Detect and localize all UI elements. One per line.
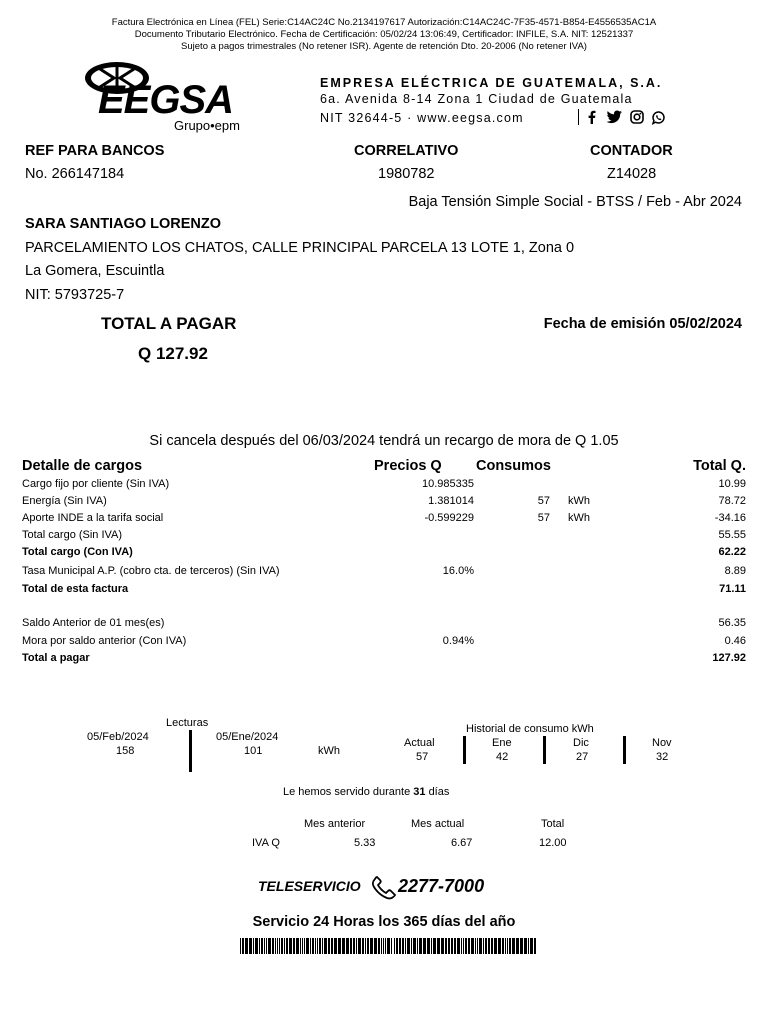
charge-unit: kWh <box>568 495 590 507</box>
total-label: TOTAL A PAGAR <box>101 314 237 333</box>
charge-total: -34.16 <box>714 512 746 524</box>
company-nit-web: NIT 32644-5 · www.eegsa.com <box>320 111 524 125</box>
iva-header-total: Total <box>541 818 565 830</box>
charge-row <box>22 565 748 581</box>
charge-row <box>22 583 748 599</box>
contador-value: Z14028 <box>607 166 657 182</box>
charge-row <box>22 495 748 511</box>
charge-unit: kWh <box>568 512 590 524</box>
history-value-1: 42 <box>496 751 509 763</box>
customer-city: La Gomera, Escuintla <box>25 263 165 279</box>
readings-divider <box>189 730 192 772</box>
charge-row <box>22 529 748 545</box>
charge-label: Total a pagar <box>22 652 90 664</box>
reading-unit: kWh <box>318 745 340 757</box>
header-price: Precios Q <box>374 458 442 474</box>
charge-total: 71.11 <box>719 583 746 595</box>
charge-label: Total cargo (Sin IVA) <box>22 529 123 541</box>
charges-table <box>22 458 748 678</box>
charge-total: 8.89 <box>724 565 746 577</box>
charge-label: Mora por saldo anterior (Con IVA) <box>22 635 187 647</box>
total-amount: Q 127.92 <box>138 344 208 363</box>
history-value-0: 57 <box>416 751 429 763</box>
service-days-count: 31 <box>413 786 426 798</box>
logo-wordmark: EEGSA <box>98 78 234 122</box>
correlativo-value: 1980782 <box>378 166 435 182</box>
reading-date-current: 05/Feb/2024 <box>87 731 149 743</box>
history-title: Historial de consumo kWh <box>466 723 594 735</box>
fel-line-1: Factura Electrónica en Línea (FEL) Serie:C14AC24C No.2134197617 Autorización:C14AC24C-7F35-4571-B854-E4556535AC1A <box>111 17 657 28</box>
charge-label: Total de esta factura <box>22 583 129 595</box>
facebook-icon[interactable] <box>586 110 598 124</box>
history-label-2: Dic <box>573 737 589 749</box>
logo-group: Grupo•epm <box>174 118 240 133</box>
charge-label: Total cargo (Con IVA) <box>22 546 133 558</box>
iva-row-label: IVA Q <box>252 837 280 849</box>
teleservicio-phone[interactable]: 2277-7000 <box>398 876 485 896</box>
history-value-2: 27 <box>576 751 589 763</box>
charge-price: 1.381014 <box>428 495 474 507</box>
iva-current-value: 6.67 <box>451 837 473 849</box>
charge-label: Energía (Sin IVA) <box>22 495 107 507</box>
whatsapp-icon[interactable] <box>651 110 666 125</box>
service-tagline: Servicio 24 Horas los 365 días del año <box>252 914 516 930</box>
ref-value: No. 266147184 <box>25 166 125 182</box>
charge-price: -0.599229 <box>424 512 474 524</box>
company-address: 6a. Avenida 8-14 Zona 1 Ciudad de Guatemala <box>320 92 633 106</box>
charge-total: 62.22 <box>718 546 746 558</box>
header-total: Total Q. <box>693 458 746 474</box>
service-days-prefix: Le hemos servido durante <box>283 786 411 798</box>
twitter-icon[interactable] <box>605 110 623 124</box>
charges-header <box>22 458 748 478</box>
fel-line-3: Sujeto a pagos trimestrales (No retener ISR). Agente de retención Dto. 20-2006 (No retener IVA) <box>181 41 587 52</box>
fel-line-2: Documento Tributario Electrónico. Fecha de Certificación: 05/02/24 13:06:49, Certificador: INFILE, S.A. NIT: 12521337 <box>134 29 634 40</box>
reading-value-current: 158 <box>116 745 135 757</box>
service-days <box>283 786 449 798</box>
charge-price: 10.985335 <box>422 478 474 490</box>
history-label-1: Ene <box>492 737 512 749</box>
emission-date: Fecha de emisión 05/02/2024 <box>543 316 742 332</box>
charge-row <box>22 617 748 633</box>
reading-date-previous: 05/Ene/2024 <box>216 731 279 743</box>
charge-label: Cargo fijo por cliente (Sin IVA) <box>22 478 170 490</box>
correlativo-label: CORRELATIVO <box>354 143 459 159</box>
customer-name: SARA SANTIAGO LORENZO <box>25 216 222 232</box>
charge-total: 0.46 <box>724 635 746 647</box>
reading-value-previous: 101 <box>244 745 263 757</box>
charge-label: Tasa Municipal A.P. (cobro cta. de terceros) (Sin IVA) <box>22 565 280 577</box>
service-days-suffix: días <box>428 786 450 798</box>
history-label-3: Nov <box>652 737 672 749</box>
charge-row <box>22 478 748 494</box>
charge-total: 78.72 <box>718 495 746 507</box>
customer-address: PARCELAMIENTO LOS CHATOS, CALLE PRINCIPAL PARCELA 13 LOTE 1, Zona 0 <box>25 240 575 256</box>
charge-label: Saldo Anterior de 01 mes(es) <box>22 617 165 629</box>
eegsa-logo <box>82 58 257 136</box>
phone-icon <box>370 876 398 900</box>
charge-label: Aporte INDE a la tarifa social <box>22 512 164 524</box>
iva-header-current: Mes actual <box>411 818 465 830</box>
iva-header-previous: Mes anterior <box>304 818 366 830</box>
teleservicio-label: TELESERVICIO <box>258 878 361 894</box>
barcode <box>240 938 536 954</box>
charge-consumption: 57 <box>537 512 550 524</box>
charge-consumption: 57 <box>537 495 550 507</box>
charge-total: 127.92 <box>712 652 746 664</box>
charge-row <box>22 635 748 651</box>
header-consumption: Consumos <box>476 458 551 474</box>
social-icons <box>578 109 666 125</box>
charge-row <box>22 652 748 668</box>
readings-title: Lecturas <box>166 717 209 729</box>
ref-label: REF PARA BANCOS <box>25 143 165 159</box>
iva-previous-value: 5.33 <box>354 837 376 849</box>
iva-total-value: 12.00 <box>539 837 567 849</box>
customer-nit: NIT: 5793725-7 <box>25 287 125 303</box>
instagram-icon[interactable] <box>630 110 644 124</box>
history-divider-3 <box>623 736 626 764</box>
charge-price: 0.94% <box>442 635 474 647</box>
tariff-period: Baja Tensión Simple Social - BTSS / Feb - Abr 2024 <box>408 194 742 210</box>
history-divider-2 <box>543 736 546 764</box>
charge-total: 55.55 <box>718 529 746 541</box>
charge-total: 10.99 <box>718 478 746 490</box>
charge-row <box>22 512 748 528</box>
header-label: Detalle de cargos <box>22 458 143 474</box>
charge-row <box>22 546 748 562</box>
company-name: EMPRESA ELÉCTRICA DE GUATEMALA, S.A. <box>320 76 663 90</box>
charge-price: 16.0% <box>442 565 474 577</box>
history-divider-1 <box>463 736 466 764</box>
history-value-3: 32 <box>656 751 669 763</box>
charge-total: 56.35 <box>718 617 746 629</box>
history-label-0: Actual <box>404 737 435 749</box>
contador-label: CONTADOR <box>590 143 673 159</box>
late-payment-notice: Si cancela después del 06/03/2024 tendrá un recargo de mora de Q 1.05 <box>149 433 619 449</box>
